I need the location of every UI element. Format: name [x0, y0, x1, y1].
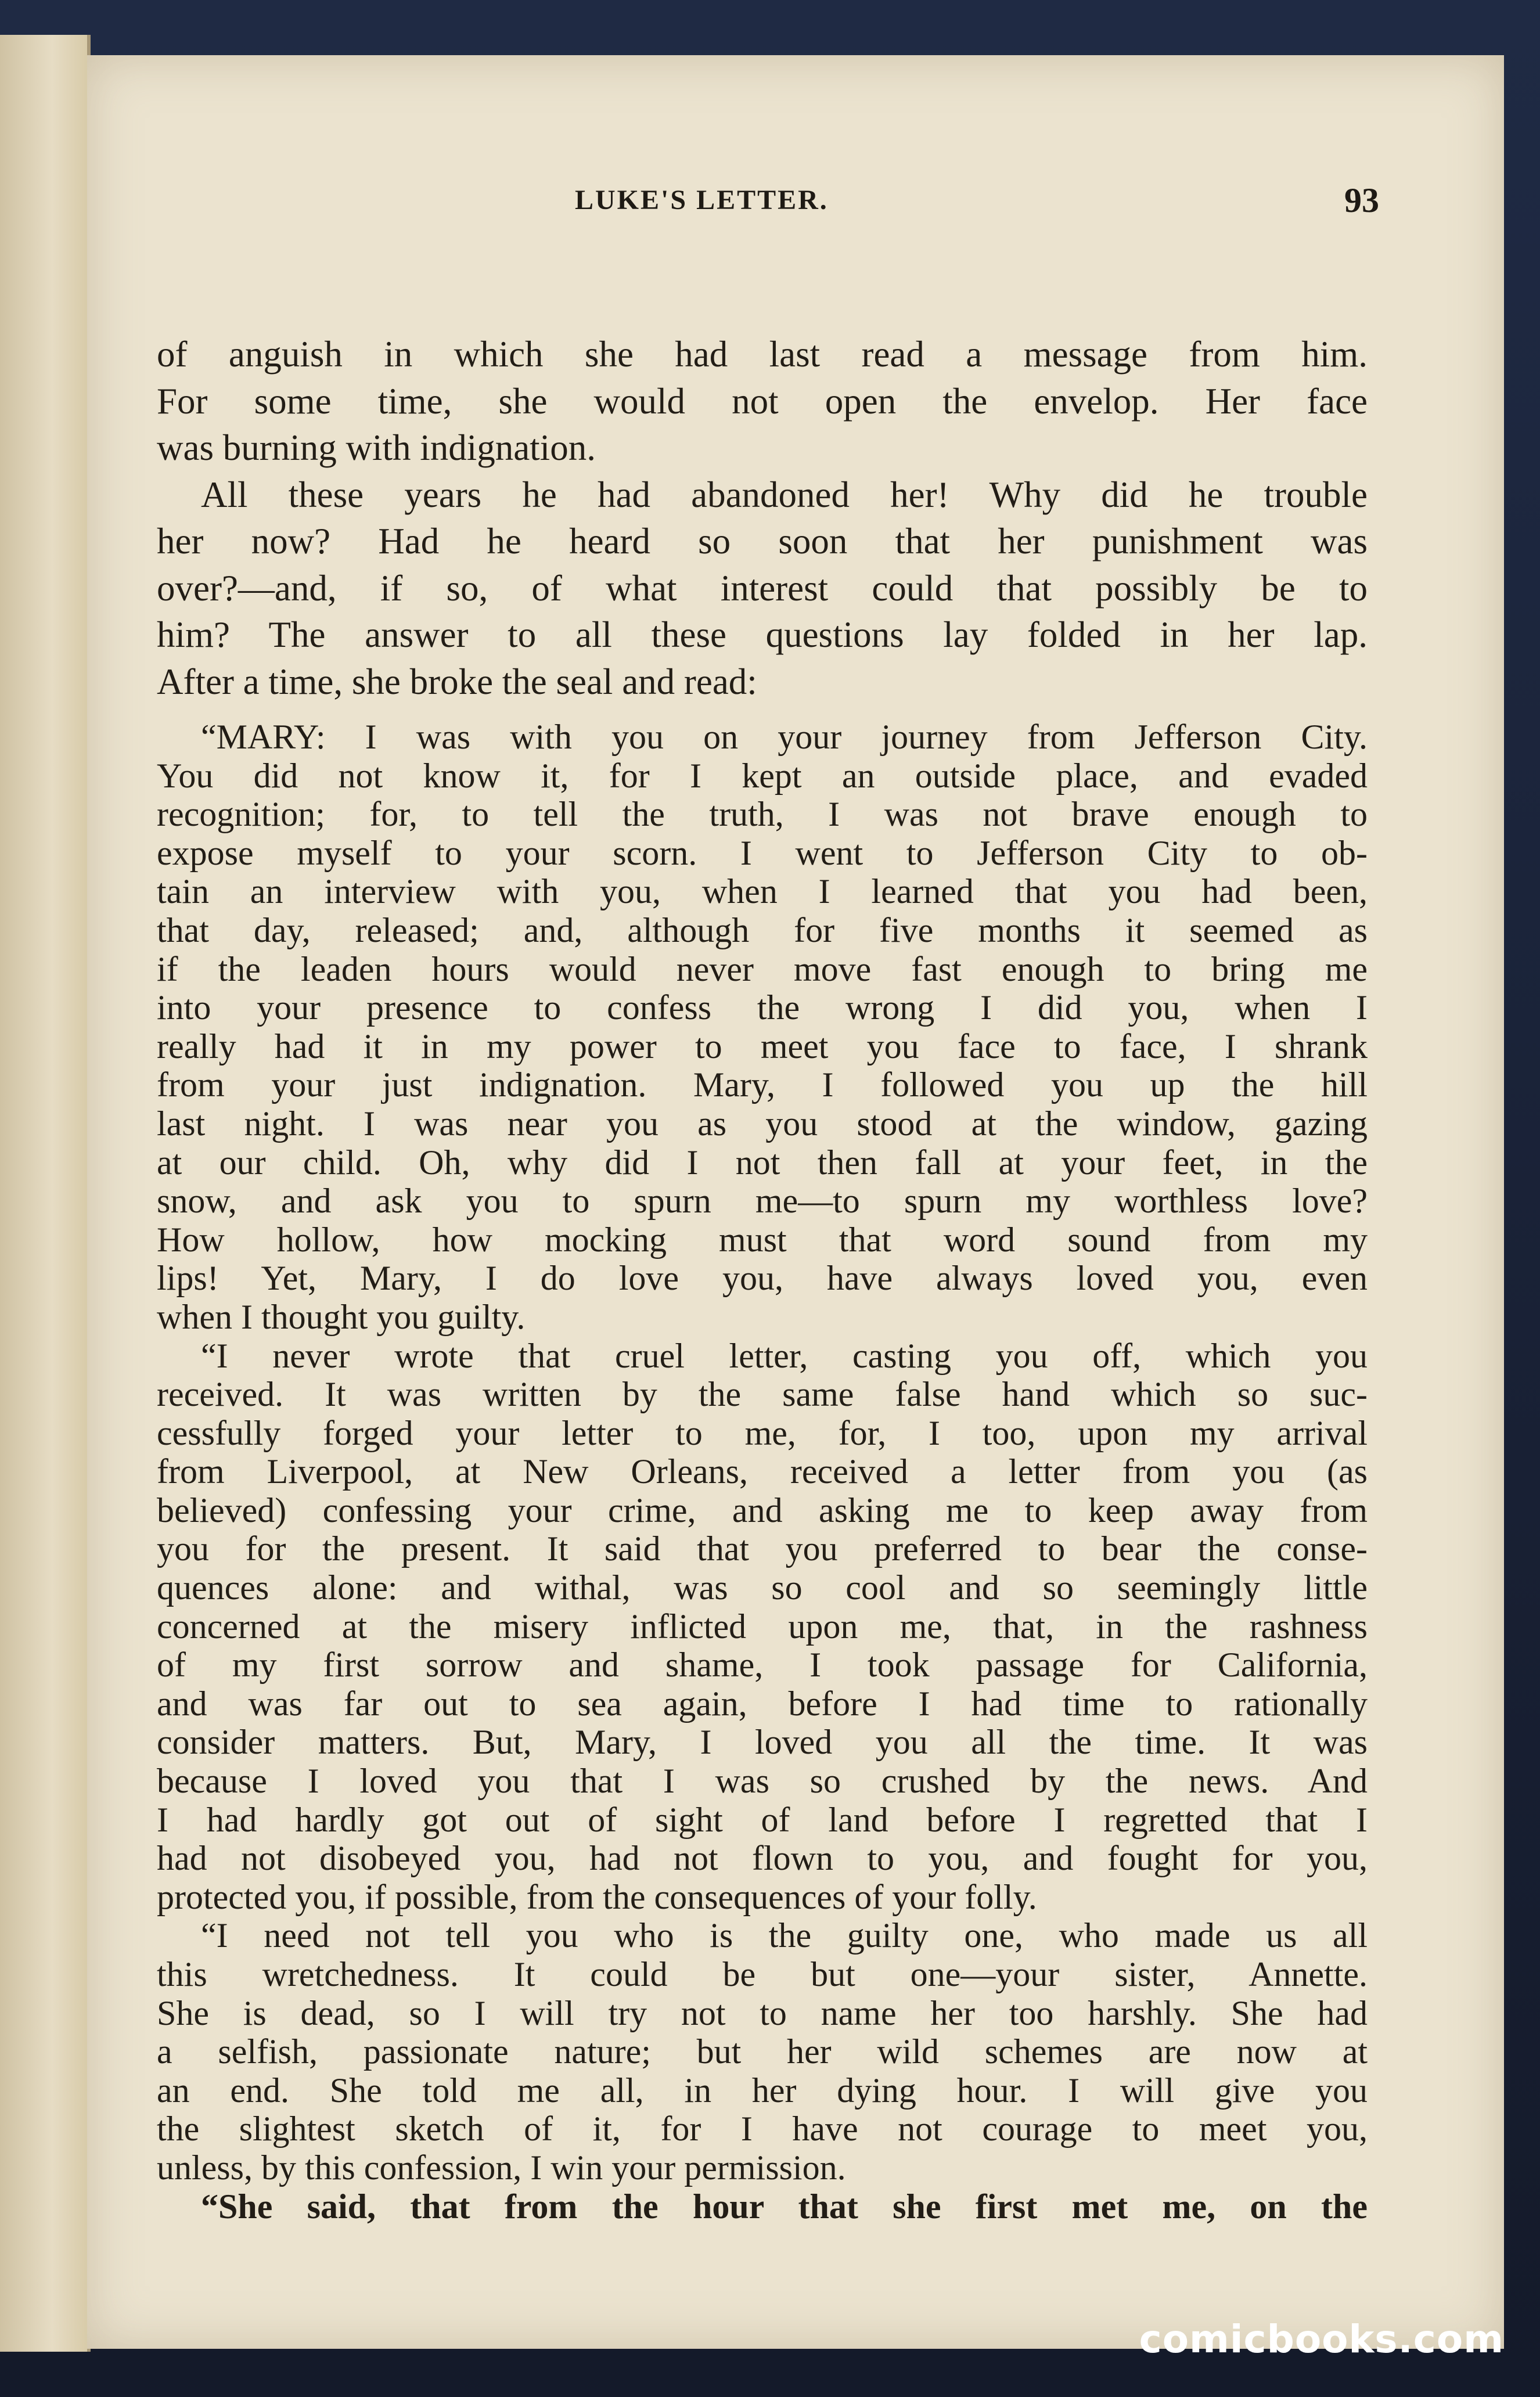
text-line: her now? Had he heard so soon that her punishment was [157, 521, 1368, 562]
text-line: from your just indignation. Mary, I followed you up the hill [157, 1066, 1368, 1104]
text-line: a selfish, passionate nature; but her wild schemes are now at [157, 2032, 1368, 2071]
page-number: 93 [1344, 181, 1379, 219]
text-line: recognition; for, to tell the truth, I was not brave enough to [157, 795, 1368, 834]
text-line: him? The answer to all these questions lay folded in her lap. [157, 614, 1368, 655]
text-line: unless, by this confession, I win your permission. [157, 2148, 846, 2187]
text-line: lips! Yet, Mary, I do love you, have always loved you, even [157, 1259, 1368, 1298]
text-line: received. It was written by the same false hand which so suc- [157, 1375, 1368, 1414]
text-line: “I never wrote that cruel letter, casting you off, which you [201, 1336, 1368, 1375]
text-line: an end. She told me all, in her dying hour. I will give you [157, 2071, 1368, 2110]
letter-text [157, 718, 1368, 2226]
text-line: expose myself to your scorn. I went to Jefferson City to ob- [157, 833, 1368, 872]
text-line: concerned at the misery inflicted upon me, that, in the rashness [157, 1607, 1368, 1646]
text-line: tain an interview with you, when I learned that you had been, [157, 872, 1368, 911]
text-line: protected you, if possible, from the consequences of your folly. [157, 1877, 1037, 1916]
text-line: cessfully forged your letter to me, for, I too, upon my arrival [157, 1413, 1368, 1452]
text-line: really had it in my power to meet you face to face, I shrank [157, 1027, 1368, 1066]
text-line: was burning with indignation. [157, 427, 596, 468]
body-text [157, 331, 1368, 2226]
intro-paragraphs [157, 331, 1368, 705]
text-line: of anguish in which she had last read a message from him. [157, 334, 1368, 375]
text-line: For some time, she would not open the envelop. Her face [157, 380, 1368, 422]
text-line: last night. I was near you as you stood at the window, gazing [157, 1104, 1368, 1143]
text-line: had not disobeyed you, had not flown to you, and fought for you, [157, 1839, 1368, 1878]
text-line: quences alone: and withal, was so cool and so seemingly little [157, 1568, 1368, 1607]
text-line: I had hardly got out of sight of land before I regretted that I [157, 1800, 1368, 1839]
text-line: you for the present. It said that you preferred to bear the conse- [157, 1529, 1368, 1568]
text-line: believed) confessing your crime, and asking me to keep away from [157, 1491, 1368, 1529]
text-line: over?—and, if so, of what interest could that possibly be to [157, 567, 1368, 609]
text-line: and was far out to sea again, before I had time to rationally [157, 1684, 1368, 1723]
watermark-logo: comicbooks.com [1139, 2317, 1504, 2362]
text-line: if the leaden hours would never move fast enough to bring me [157, 949, 1368, 988]
text-line: when I thought you guilty. [157, 1297, 526, 1336]
running-head [87, 181, 1504, 225]
text-line: “I need not tell you who is the guilty one, who made us all [201, 1916, 1368, 1955]
text-line: that day, released; and, although for five months it seemed as [157, 910, 1368, 949]
text-line: this wretchedness. It could be but one—your sister, Annette. [157, 1955, 1368, 1993]
text-line: consider matters. But, Mary, I loved you all the time. It was [157, 1723, 1368, 1762]
text-line: of my first sorrow and shame, I took passage for California, [157, 1646, 1368, 1685]
text-line: How hollow, how mocking must that word sound from my [157, 1220, 1368, 1259]
text-line: “MARY: I was with you on your journey from Jefferson City. [201, 718, 1368, 756]
text-line: from Liverpool, at New Orleans, received a letter from you (as [157, 1452, 1368, 1491]
text-line: into your presence to confess the wrong I did you, when I [157, 988, 1368, 1027]
text-line: All these years he had abandoned her! Why did he trouble [201, 474, 1368, 515]
text-line: You did not know it, for I kept an outside place, and evaded [157, 756, 1368, 795]
text-line: at our child. Oh, why did I not then fall at your feet, in the [157, 1143, 1368, 1182]
text-line: After a time, she broke the seal and read: [157, 661, 757, 702]
text-line: because I loved you that I was so crushed by the news. And [157, 1762, 1368, 1801]
book-page [87, 55, 1504, 2349]
text-line: She is dead, so I will try not to name her too harshly. She had [157, 1993, 1368, 2032]
text-line: snow, and ask you to spurn me—to spurn my worthless love? [157, 1182, 1368, 1221]
facing-page-edge [0, 35, 91, 2352]
text-line: “She said, that from the hour that she first met me, on the [201, 2187, 1368, 2226]
running-title: LUKE'S LETTER. [575, 185, 829, 215]
text-line: the slightest sketch of it, for I have not courage to meet you, [157, 2110, 1368, 2148]
